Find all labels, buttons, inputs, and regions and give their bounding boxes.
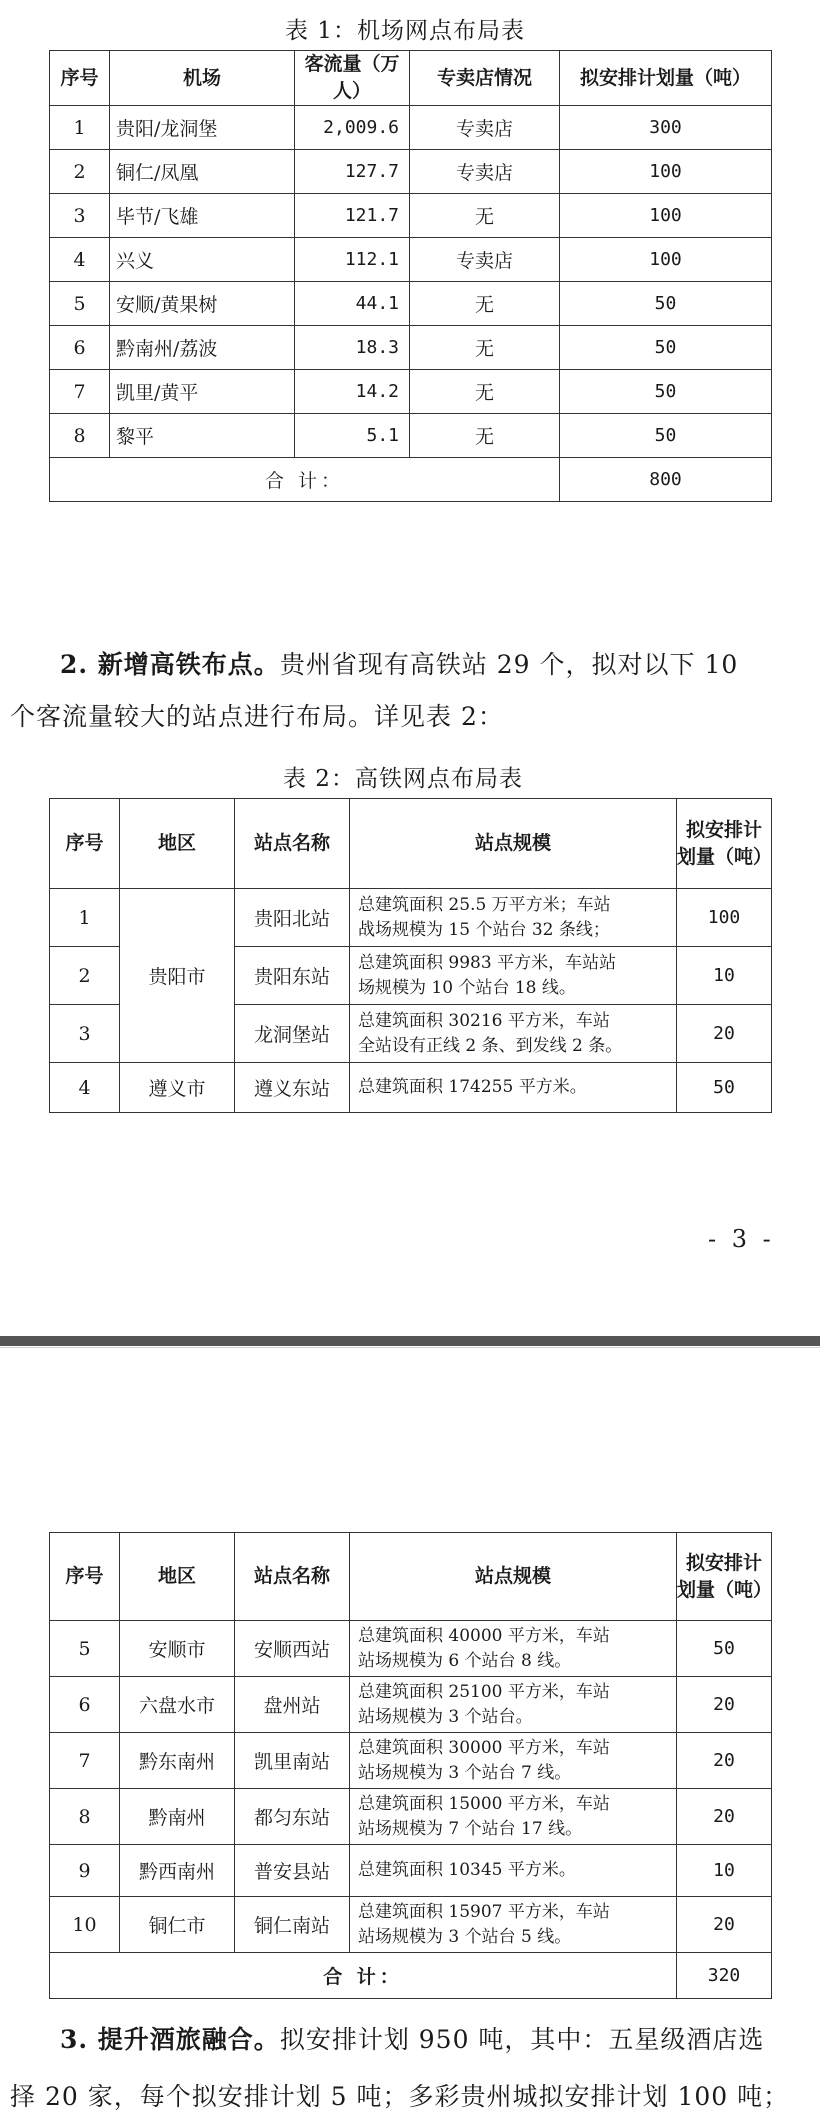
total-label: 合 计： — [50, 1953, 677, 1999]
scale-line: 总建筑面积 15907 平方米，车站 — [358, 1901, 610, 1922]
cell-scale — [350, 1677, 677, 1733]
cell-plan: 20 — [677, 1005, 772, 1063]
cell-scale: 总建筑面积 174255 平方米。 — [350, 1063, 677, 1113]
paragraph-3-line1 — [60, 2020, 764, 2056]
scale-line: 总建筑面积 30216 平方米，车站 — [358, 1010, 610, 1031]
rail-table — [49, 798, 772, 1113]
cell-flow: 2,009.6 — [295, 106, 410, 150]
table-row — [50, 414, 772, 458]
cell-plan: 50 — [560, 370, 772, 414]
cell-shop: 专卖店 — [410, 238, 560, 282]
table-total-row — [50, 1953, 772, 1999]
cell-flow: 14.2 — [295, 370, 410, 414]
cell-plan: 50 — [677, 1621, 772, 1677]
cell-scale — [350, 1789, 677, 1845]
cell-shop: 无 — [410, 194, 560, 238]
scale-line: 总建筑面积 9983 平方米，车站站 — [358, 952, 617, 973]
cell-scale — [350, 947, 677, 1005]
table-header-row — [50, 799, 772, 889]
cell-airport: 兴义 — [110, 238, 295, 282]
cell-flow: 5.1 — [295, 414, 410, 458]
paragraph-3-line2: 择 20 家，每个拟安排计划 5 吨；多彩贵州城拟安排计划 100 吨； — [10, 2082, 790, 2111]
cell-region: 铜仁市 — [120, 1897, 235, 1953]
cell-airport: 贵阳/龙洞堡 — [110, 106, 295, 150]
cell-region: 六盘水市 — [120, 1677, 235, 1733]
table-row — [50, 326, 772, 370]
cell-scale — [350, 1897, 677, 1953]
cell-station: 贵阳北站 — [235, 889, 350, 947]
table-row — [50, 282, 772, 326]
paragraph-2-text: 贵州省现有高铁站 29 个，拟对以下 10 — [279, 650, 739, 679]
cell-region: 贵阳市 — [120, 889, 235, 1063]
cell-plan: 100 — [677, 889, 772, 947]
cell-airport: 毕节/飞雄 — [110, 194, 295, 238]
table-row — [50, 1063, 772, 1113]
paragraph-3-heading: 3. 提升酒旅融合。 — [60, 2025, 280, 2054]
header-shop: 专卖店情况 — [410, 51, 560, 106]
header-flow: 客流量（万人） — [295, 51, 410, 106]
scale-line: 总建筑面积 15000 平方米，车站 — [358, 1793, 610, 1814]
paragraph-2-heading: 2. 新增高铁布点。 — [60, 650, 280, 679]
header-station: 站点名称 — [235, 1533, 350, 1621]
scale-line: 站场规模为 3 个站台 5 线。 — [358, 1926, 572, 1947]
cell-airport: 黔南州/荔波 — [110, 326, 295, 370]
cell-airport: 铜仁/凤凰 — [110, 150, 295, 194]
scale-line: 站场规模为 3 个站台 7 线。 — [358, 1762, 572, 1783]
cell-scale — [350, 889, 677, 947]
cell-plan: 20 — [677, 1897, 772, 1953]
cell-no: 6 — [50, 326, 110, 370]
cell-station: 铜仁南站 — [235, 1897, 350, 1953]
cell-shop: 专卖店 — [410, 150, 560, 194]
cell-region: 黔西南州 — [120, 1845, 235, 1897]
cell-station: 凯里南站 — [235, 1733, 350, 1789]
cell-no: 8 — [50, 414, 110, 458]
table-row — [50, 370, 772, 414]
cell-no: 7 — [50, 1733, 120, 1789]
cell-no: 3 — [50, 1005, 120, 1063]
table-header-row — [50, 1533, 772, 1621]
table-row — [50, 1621, 772, 1677]
cell-station: 贵阳东站 — [235, 947, 350, 1005]
table-row — [50, 1897, 772, 1953]
cell-plan: 300 — [560, 106, 772, 150]
cell-shop: 无 — [410, 282, 560, 326]
cell-scale — [350, 1621, 677, 1677]
cell-plan: 50 — [677, 1063, 772, 1113]
table-row — [50, 238, 772, 282]
header-no: 序号 — [50, 799, 120, 889]
cell-no: 7 — [50, 370, 110, 414]
cell-scale: 总建筑面积 10345 平方米。 — [350, 1845, 677, 1897]
cell-shop: 无 — [410, 370, 560, 414]
header-scale: 站点规模 — [350, 799, 677, 889]
cell-station: 盘州站 — [235, 1677, 350, 1733]
total-value: 320 — [677, 1953, 772, 1999]
table-row — [50, 1789, 772, 1845]
page-divider — [0, 1336, 820, 1346]
paragraph-2-line1 — [60, 645, 738, 681]
total-label: 合 计： — [50, 458, 560, 502]
cell-station: 龙洞堡站 — [235, 1005, 350, 1063]
cell-shop: 无 — [410, 414, 560, 458]
cell-no: 2 — [50, 947, 120, 1005]
table-row — [50, 194, 772, 238]
cell-station: 都匀东站 — [235, 1789, 350, 1845]
table1-caption: 表 1：机场网点布局表 — [285, 18, 525, 44]
cell-flow: 112.1 — [295, 238, 410, 282]
scale-line: 站场规模为 6 个站台 8 线。 — [358, 1650, 572, 1671]
cell-no: 2 — [50, 150, 110, 194]
table-row — [50, 106, 772, 150]
scale-line: 站场规模为 7 个站台 17 线。 — [358, 1818, 583, 1839]
table-row — [50, 889, 772, 947]
cell-plan: 10 — [677, 1845, 772, 1897]
header-no: 序号 — [50, 51, 110, 106]
cell-plan: 50 — [560, 414, 772, 458]
cell-airport: 凯里/黄平 — [110, 370, 295, 414]
table-header-row — [50, 51, 772, 106]
cell-station: 安顺西站 — [235, 1621, 350, 1677]
page-divider-shadow — [0, 1347, 820, 1348]
scale-line: 总建筑面积 40000 平方米，车站 — [358, 1625, 610, 1646]
paragraph-2-line2: 个客流量较大的站点进行布局。详见表 2： — [10, 702, 504, 731]
cell-station: 普安县站 — [235, 1845, 350, 1897]
cell-no: 3 — [50, 194, 110, 238]
table-row — [50, 1845, 772, 1897]
cell-no: 4 — [50, 1063, 120, 1113]
scale-line: 战场规模为 15 个站台 32 条线； — [358, 919, 610, 940]
paragraph-3-text: 拟安排计划 950 吨，其中：五星级酒店选 — [279, 2025, 765, 2054]
cell-scale — [350, 1733, 677, 1789]
header-no: 序号 — [50, 1533, 120, 1621]
cell-shop: 专卖店 — [410, 106, 560, 150]
cell-flow: 121.7 — [295, 194, 410, 238]
header-station: 站点名称 — [235, 799, 350, 889]
scale-line: 站场规模为 3 个站台。 — [358, 1706, 533, 1727]
cell-station: 遵义东站 — [235, 1063, 350, 1113]
airport-table — [49, 50, 772, 502]
header-scale: 站点规模 — [350, 1533, 677, 1621]
cell-shop: 无 — [410, 326, 560, 370]
table2-caption: 表 2：高铁网点布局表 — [283, 766, 523, 792]
cell-flow: 18.3 — [295, 326, 410, 370]
cell-region: 安顺市 — [120, 1621, 235, 1677]
page-number: - 3 - — [708, 1225, 775, 1253]
scale-line: 全站设有正线 2 条、到发线 2 条。 — [358, 1035, 623, 1056]
cell-no: 5 — [50, 282, 110, 326]
table-row — [50, 1677, 772, 1733]
cell-no: 1 — [50, 889, 120, 947]
cell-plan: 20 — [677, 1733, 772, 1789]
table-total-row — [50, 458, 772, 502]
scale-line: 总建筑面积 30000 平方米，车站 — [358, 1737, 610, 1758]
cell-region: 黔南州 — [120, 1789, 235, 1845]
header-plan: 拟安排计划量（吨） — [677, 799, 772, 889]
cell-plan: 20 — [677, 1789, 772, 1845]
cell-plan: 20 — [677, 1677, 772, 1733]
cell-airport: 安顺/黄果树 — [110, 282, 295, 326]
cell-no: 1 — [50, 106, 110, 150]
cell-region: 黔东南州 — [120, 1733, 235, 1789]
cell-region: 遵义市 — [120, 1063, 235, 1113]
cell-no: 5 — [50, 1621, 120, 1677]
header-region: 地区 — [120, 799, 235, 889]
cell-airport: 黎平 — [110, 414, 295, 458]
header-airport: 机场 — [110, 51, 295, 106]
cell-plan: 100 — [560, 194, 772, 238]
scale-line: 总建筑面积 25100 平方米，车站 — [358, 1681, 610, 1702]
cell-flow: 44.1 — [295, 282, 410, 326]
total-value: 800 — [560, 458, 772, 502]
cell-no: 8 — [50, 1789, 120, 1845]
cell-scale — [350, 1005, 677, 1063]
header-region: 地区 — [120, 1533, 235, 1621]
scale-line: 总建筑面积 25.5 万平方米；车站 — [358, 894, 611, 915]
cell-no: 6 — [50, 1677, 120, 1733]
rail-table-continued — [49, 1532, 772, 1999]
cell-plan: 50 — [560, 282, 772, 326]
header-plan: 拟安排计划量（吨） — [560, 51, 772, 106]
cell-plan: 100 — [560, 238, 772, 282]
cell-flow: 127.7 — [295, 150, 410, 194]
cell-no: 9 — [50, 1845, 120, 1897]
cell-plan: 10 — [677, 947, 772, 1005]
scale-line: 场规模为 10 个站台 18 线。 — [358, 977, 576, 998]
cell-no: 4 — [50, 238, 110, 282]
cell-plan: 50 — [560, 326, 772, 370]
cell-plan: 100 — [560, 150, 772, 194]
table-row — [50, 150, 772, 194]
header-plan: 拟安排计划量（吨） — [677, 1533, 772, 1621]
table-row — [50, 1733, 772, 1789]
cell-no: 10 — [50, 1897, 120, 1953]
